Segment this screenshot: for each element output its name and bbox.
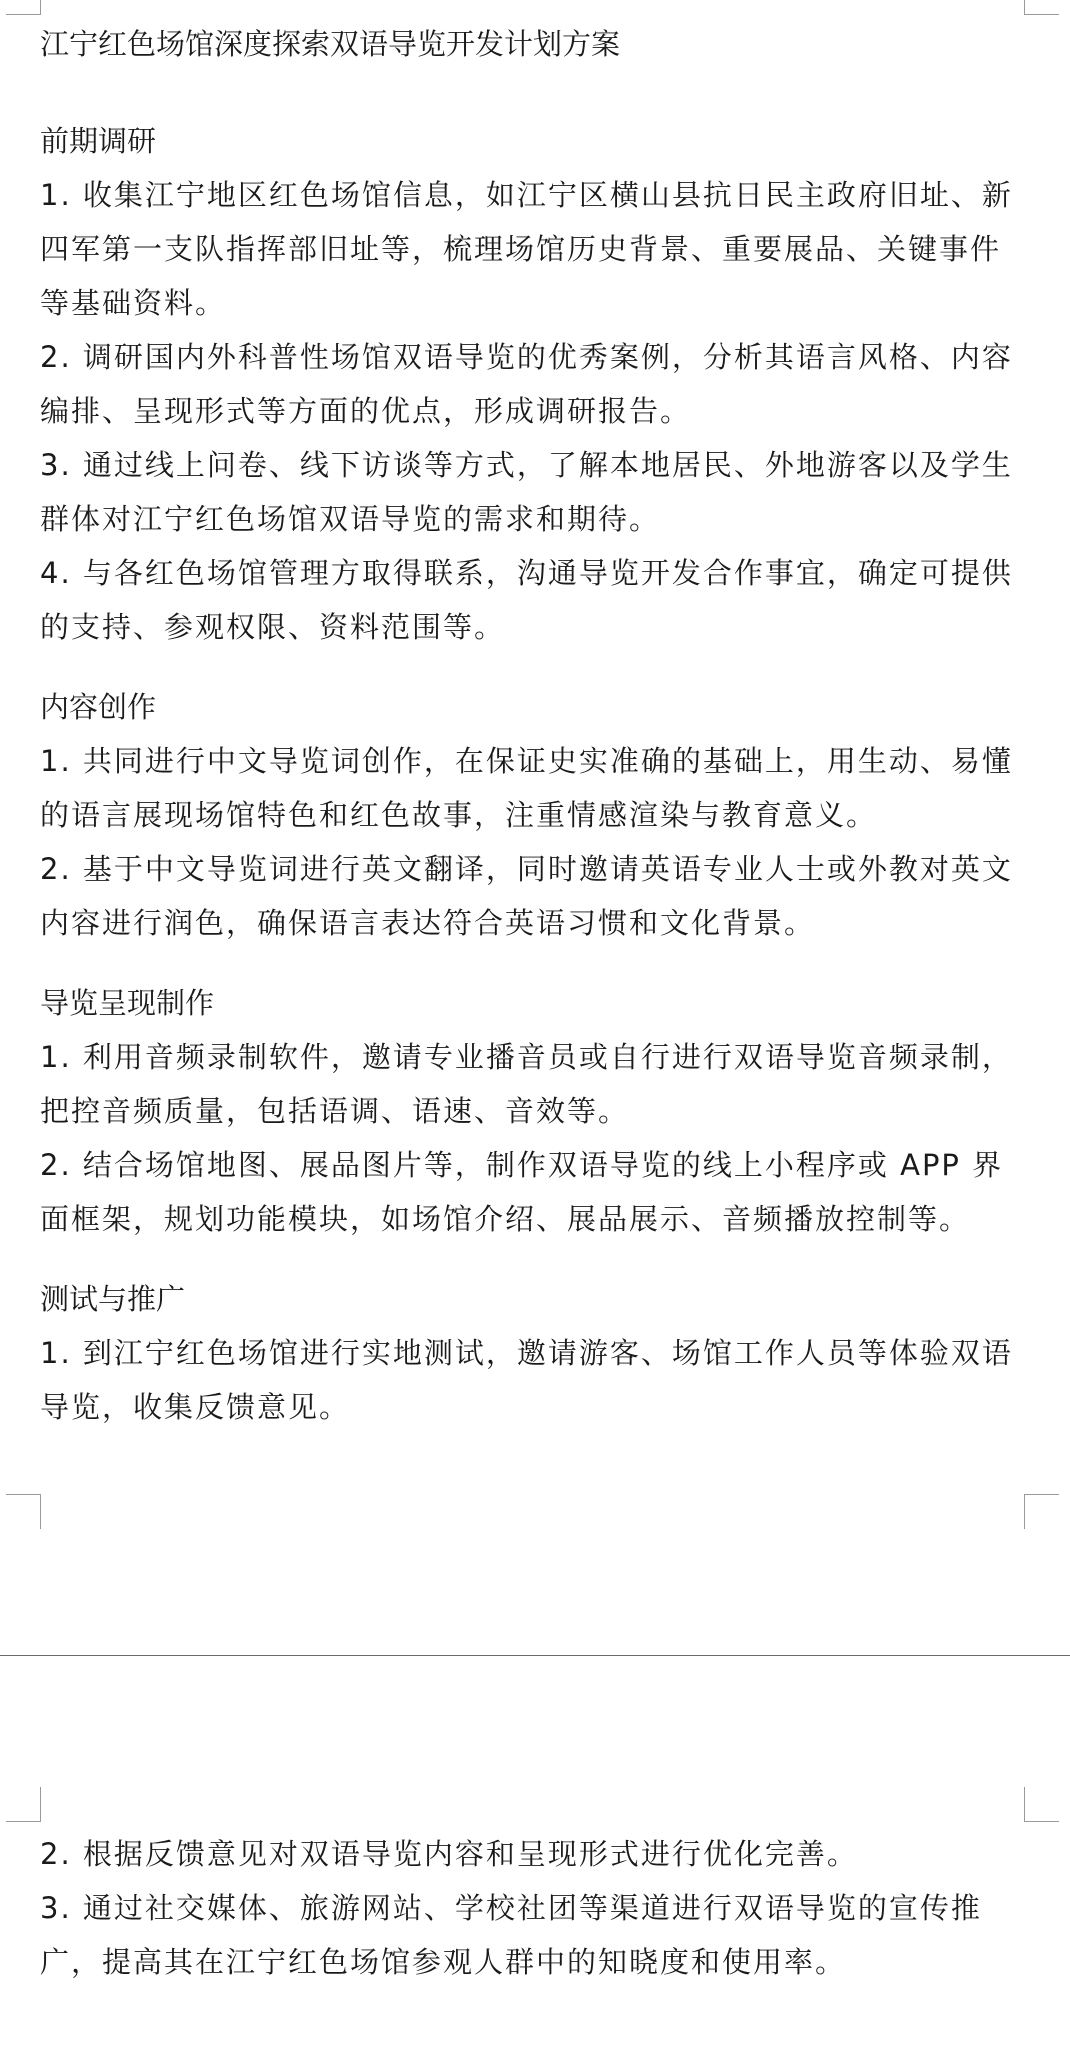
margin-corner-bottom-left [6,1494,41,1529]
section-heading-research: 前期调研 [40,124,157,158]
section-heading-testing-promotion: 测试与推广 [40,1282,186,1316]
testing-item-1: 1. 到江宁红色场馆进行实地测试，邀请游客、场馆工作人员等体验双语导览，收集反馈意见。 [40,1336,1013,1424]
document-page-2 [0,1656,1070,2066]
research-item-4: 4. 与各红色场馆管理方取得联系，沟通导览开发合作事宜，确定可提供的支持、参观权限、资料范围等。 [40,556,1013,644]
page-2-body [40,1827,1030,1989]
margin-corner-top-left [6,0,41,15]
testing-item-2: 2. 根据反馈意见对双语导览内容和呈现形式进行优化完善。 [40,1837,858,1871]
research-item-1: 1. 收集江宁地区红色场馆信息，如江宁区横山县抗日民主政府旧址、新四军第一支队指挥部旧址等，梳理场馆历史背景、重要展品、关键事件等基础资料。 [40,178,1013,320]
margin-corner-top-right [1024,0,1059,15]
testing-item-3: 3. 通过社交媒体、旅游网站、学校社团等渠道进行双语导览的宣传推广，提高其在江宁红色场馆参观人群中的知晓度和使用率。 [40,1891,982,1979]
section-heading-presentation: 导览呈现制作 [40,986,215,1020]
margin-corner-top-right [1024,1787,1059,1822]
content-creation-item-1: 1. 共同进行中文导览词创作，在保证史实准确的基础上，用生动、易懂的语言展现场馆特色和红色故事，注重情感渲染与教育意义。 [40,744,1013,832]
presentation-item-1: 1. 利用音频录制软件，邀请专业播音员或自行进行双语导览音频录制，把控音频质量，包括语调、语速、音效等。 [40,1040,1013,1128]
research-item-2: 2. 调研国内外科普性场馆双语导览的优秀案例，分析其语言风格、内容编排、呈现形式等方面的优点，形成调研报告。 [40,340,1013,428]
margin-corner-bottom-right [1024,1494,1059,1529]
content-creation-item-2: 2. 基于中文导览词进行英文翻译，同时邀请英语专业人士或外教对英文内容进行润色，确保语言表达符合英语习惯和文化背景。 [40,852,1013,940]
margin-corner-top-left [6,1787,41,1822]
document-title: 江宁红色场馆深度探索双语导览开发计划方案 [40,27,621,61]
page-1-body [40,22,1030,1434]
research-item-3: 3. 通过线上问卷、线下访谈等方式，了解本地居民、外地游客以及学生群体对江宁红色场馆双语导览的需求和期待。 [40,448,1013,536]
presentation-item-2: 2. 结合场馆地图、展品图片等，制作双语导览的线上小程序或 APP 界面框架，规划功能模块，如场馆介绍、展品展示、音频播放控制等。 [40,1148,1004,1236]
section-heading-content-creation: 内容创作 [40,690,157,724]
